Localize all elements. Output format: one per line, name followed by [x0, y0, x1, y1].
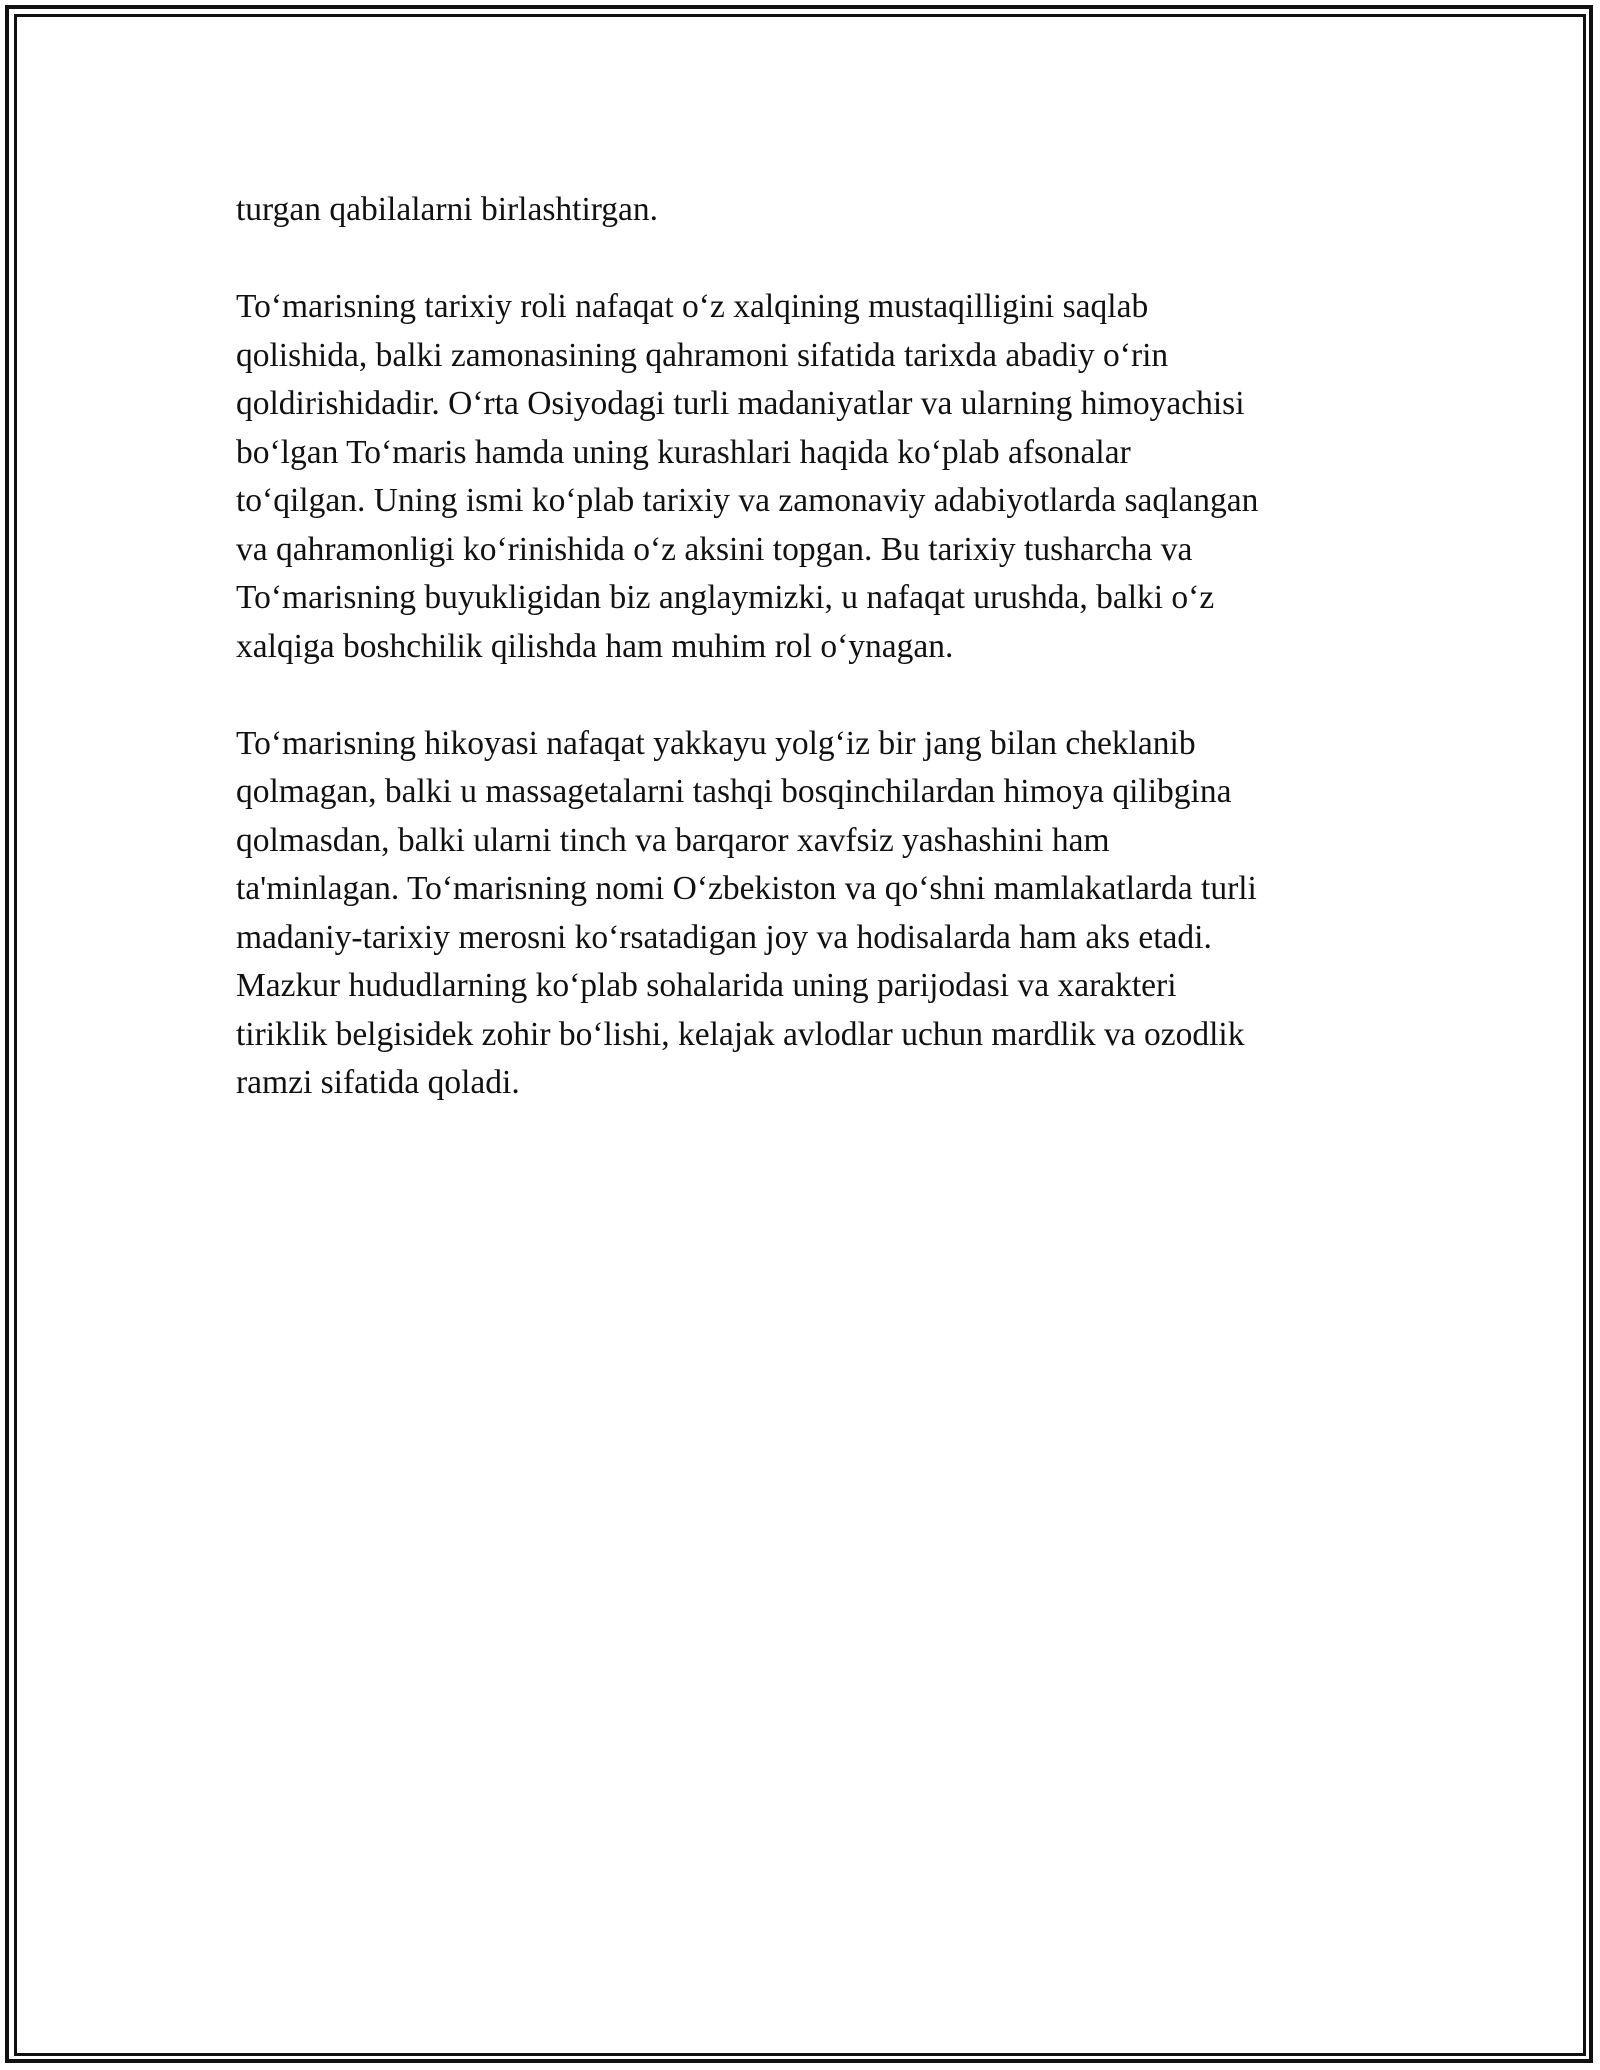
paragraph-historical-role: To‘marisning tarixiy roli nafaqat o‘z xalqining mustaqilligini saqlab qolishida, balki zamonasining qahramoni sifatida tarixda abadiy o‘rin qoldirishidadir. O‘rta Osiyodagi turli madaniyatlar va ularning himoyachisi bo‘lgan To‘maris hamda uning kurashlari haqida ko‘plab afsonalar to‘qilgan. Uning ismi ko‘plab tarixiy va zamonaviy adabiyotlarda saqlangan va qahramonligi ko‘rinishida o‘z aksini topgan. Bu tarixiy tusharcha va To‘marisning buyukligidan biz anglaymizki, u nafaqat urushda, balki o‘z xalqiga boshchilik qilishda ham muhim rol o‘ynagan.: [236, 288, 1259, 665]
document-body: [236, 186, 1366, 1108]
paragraph-continuation: turgan qabilalarni birlashtirgan.: [236, 191, 659, 228]
paragraph-legacy: To‘marisning hikoyasi nafaqat yakkayu yolg‘iz bir jang bilan cheklanib qolmagan, balki u massagetalarni tashqi bosqinchilardan himoya qilibgina qolmasdan, balki ularni tinch va barqaror xavfsiz yashashini ham ta'minlagan. To‘marisning nomi O‘zbekiston va qo‘shni mamlakatlarda turli madaniy-tarixiy merosni ko‘rsatadigan joy va hodisalarda ham aks etadi. Mazkur hududlarning ko‘plab sohalarida uning parijodasi va xarakteri tiriklik belgisidek zohir bo‘lishi, kelajak avlodlar uchun mardlik va ozodlik ramzi sifatida qoladi.: [236, 724, 1257, 1101]
